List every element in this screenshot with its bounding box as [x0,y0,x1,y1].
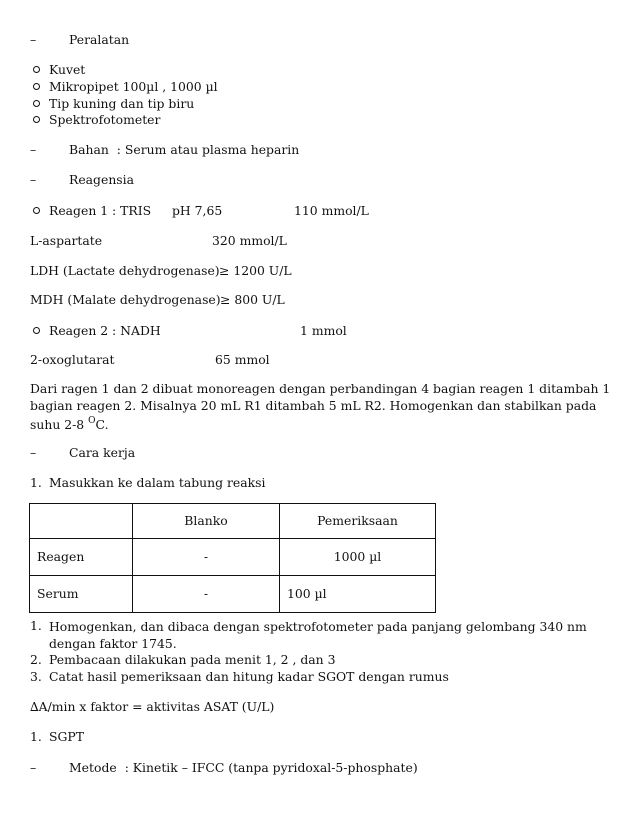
table-header-row [30,504,436,539]
table-cell-pemeriksaan: 100 µl [280,576,436,613]
dash-marker: – [30,760,37,775]
table-cell-label: Reagen [30,539,133,576]
table-row [30,539,436,576]
peralatan-label: Peralatan [69,32,130,47]
step-text: Catat hasil pemeriksaan dan hitung kadar SGOT dengan rumus [49,669,449,684]
dash-marker: – [30,445,37,460]
peralatan-item-text: Kuvet [49,62,86,77]
peralatan-item-text: Spektrofotometer [49,112,161,127]
peralatan-item-text: Mikropipet 100µl , 1000 µl [49,79,218,94]
bullet-circle-icon [33,100,40,107]
bullet-circle-icon [33,327,40,334]
metode-text [69,760,418,777]
reagen2-conc: 1 mmol [300,323,347,338]
bahan-text [69,142,299,159]
bullet-circle-icon [33,116,40,123]
cara-kerja-label: Cara kerja [69,445,136,460]
temperature-unit: C. [95,417,109,433]
reagen2-label: Reagen 2 : NADH [49,323,161,338]
sgpt-number: 1. [30,729,42,744]
reagen1-conc: 110 mmol/L [294,203,369,218]
dash-marker: – [30,32,37,47]
bullet-circle-icon [33,207,40,214]
table-cell-pemeriksaan: 1000 µl [280,539,436,576]
oxoglutarat-label: 2-oxoglutarat [30,352,115,367]
bullet-circle-icon [33,66,40,73]
bullet-circle-icon [33,83,40,90]
step-number: 1. [30,618,42,633]
aspartate-label: L-aspartate [30,233,103,248]
dash-marker: – [30,172,37,187]
mdh-label: MDH (Malate dehydrogenase) [30,292,221,307]
table-header-cell: Blanko [133,504,280,539]
step-text: Masukkan ke dalam tabung reaksi [49,475,266,490]
ldh-conc: ≥ 1200 U/L [219,263,292,278]
tabung-reaksi-table [29,503,436,613]
step-number: 2. [30,652,42,667]
table-row [30,576,436,613]
reagen1-label: Reagen 1 : TRIS [49,203,152,218]
monoreagen-text: Dari ragen 1 dan 2 dibuat monoreagen dengan perbandingan 4 bagian reagen 1 ditambah 1 bagian reagen 2. Misalnya 20 mL R1 ditambah 5 mL R2. Homogenkan dan stabilkan pada suhu 2-8 [30,381,611,433]
oxoglutarat-conc: 65 mmol [215,352,270,367]
table-cell-label: Serum [30,576,133,613]
dash-marker: – [30,142,37,157]
bahan-label: Bahan [69,142,109,157]
reagensia-label: Reagensia [69,172,135,187]
sgpt-text: SGPT [49,729,84,744]
metode-value: : Kinetik – IFCC (tanpa pyridoxal-5-phosphate) [124,760,418,775]
table-header-cell: Pemeriksaan [280,504,436,539]
table-cell-blanko: - [133,539,280,576]
step-text: Pembacaan dilakukan pada menit 1, 2 , dan 3 [49,652,336,667]
monoreagen-paragraph [30,380,615,433]
table-cell-blanko: - [133,576,280,613]
asat-formula: ∆A/min x faktor = aktivitas ASAT (U/L) [30,699,275,714]
peralatan-item-text: Tip kuning dan tip biru [49,96,195,111]
metode-label: Metode [69,760,117,775]
table-header-cell [30,504,133,539]
ldh-label: LDH (Lactate dehydrogenase) [30,263,220,278]
mdh-conc: ≥ 800 U/L [220,292,285,307]
step-text: Homogenkan, dan dibaca dengan spektrofotometer pada panjang gelombang 340 nm dengan faktor 1745. [49,619,587,651]
step-number: 3. [30,669,42,684]
step-number: 1. [30,475,42,490]
aspartate-conc: 320 mmol/L [212,233,287,248]
reagen1-ph: pH 7,65 [172,203,223,218]
degree-sign: O [88,416,96,426]
bahan-value: : Serum atau plasma heparin [116,142,300,157]
